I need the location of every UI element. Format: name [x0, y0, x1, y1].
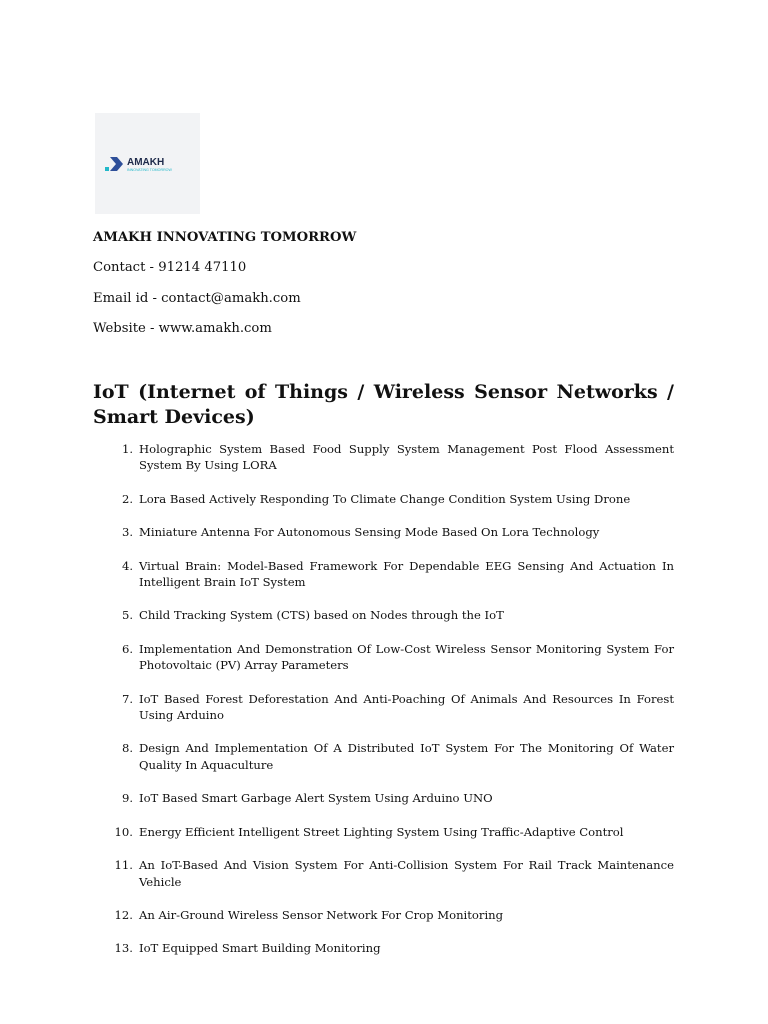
- project-title: IoT Based Smart Garbage Alert System Using Arduino UNO: [139, 791, 493, 806]
- project-number: 5.: [121, 608, 133, 623]
- project-number: 12.: [114, 907, 133, 922]
- project-title: Implementation And Demonstration Of Low-Cost Wireless Sensor Monitoring System For Photovoltaic (PV) Array Parameters: [139, 641, 674, 673]
- logo-tagline: INNOVATING TOMORROW: [127, 168, 172, 172]
- project-item: [93, 524, 674, 540]
- project-item: [93, 740, 674, 773]
- project-item: [93, 824, 674, 840]
- project-item: [93, 491, 674, 507]
- amakh-logo-graphic: [95, 113, 200, 214]
- project-title: Design And Implementation Of A Distributed IoT System For The Monitoring Of Water Quality In Aquaculture: [139, 741, 674, 772]
- logo-mark-icon: [105, 157, 123, 171]
- project-title: An Air-Ground Wireless Sensor Network For Crop Monitoring: [139, 907, 504, 922]
- project-number: 11.: [114, 858, 133, 873]
- project-number: 9.: [121, 791, 133, 806]
- project-item: [93, 441, 674, 474]
- project-item: [93, 691, 674, 724]
- project-item: [93, 607, 674, 623]
- project-item: [93, 641, 674, 674]
- project-item: [93, 790, 674, 806]
- project-number: 6.: [121, 641, 133, 656]
- project-list: [93, 441, 674, 957]
- project-number: 4.: [121, 558, 133, 573]
- project-number: 8.: [121, 741, 133, 756]
- project-title: Child Tracking System (CTS) based on Nodes through the IoT: [139, 608, 504, 623]
- project-number: 3.: [121, 525, 133, 540]
- project-title: IoT Based Forest Deforestation And Anti-Poaching Of Animals And Resources In Forest Using Arduino: [139, 691, 674, 723]
- project-title: Miniature Antenna For Autonomous Sensing Mode Based On Lora Technology: [139, 525, 600, 540]
- project-item: [93, 940, 674, 956]
- project-item: [93, 558, 674, 591]
- logo-wordmark: AMAKH: [127, 157, 165, 168]
- project-number: 7.: [121, 691, 133, 706]
- project-number: 2.: [121, 491, 133, 506]
- project-number: 10.: [114, 824, 133, 839]
- project-title: Virtual Brain: Model-Based Framework For Dependable EEG Sensing And Actuation In Intelligent Brain IoT System: [139, 558, 674, 590]
- company-name: AMAKH INNOVATING TOMORROW: [93, 230, 357, 245]
- section-heading: IoT (Internet of Things / Wireless Sensor Networks / Smart Devices): [93, 381, 674, 428]
- project-title: Energy Efficient Intelligent Street Lighting System Using Traffic-Adaptive Control: [139, 824, 624, 839]
- email-line: Email id - contact@amakh.com: [93, 291, 301, 306]
- project-number: 1.: [121, 442, 133, 456]
- website-line: Website - www.amakh.com: [93, 321, 272, 336]
- project-item: [93, 907, 674, 923]
- project-title: IoT Equipped Smart Building Monitoring: [139, 941, 381, 956]
- project-title: Lora Based Actively Responding To Climate Change Condition System Using Drone: [139, 491, 631, 506]
- project-item: [93, 857, 674, 890]
- company-logo: [95, 113, 200, 214]
- project-number: 13.: [114, 941, 133, 956]
- project-title: Holographic System Based Food Supply System Management Post Flood Assessment System By Using LORA: [139, 442, 674, 473]
- contact-line: Contact - 91214 47110: [93, 260, 247, 275]
- project-title: An IoT-Based And Vision System For Anti-Collision System For Rail Track Maintenance Vehicle: [139, 858, 674, 889]
